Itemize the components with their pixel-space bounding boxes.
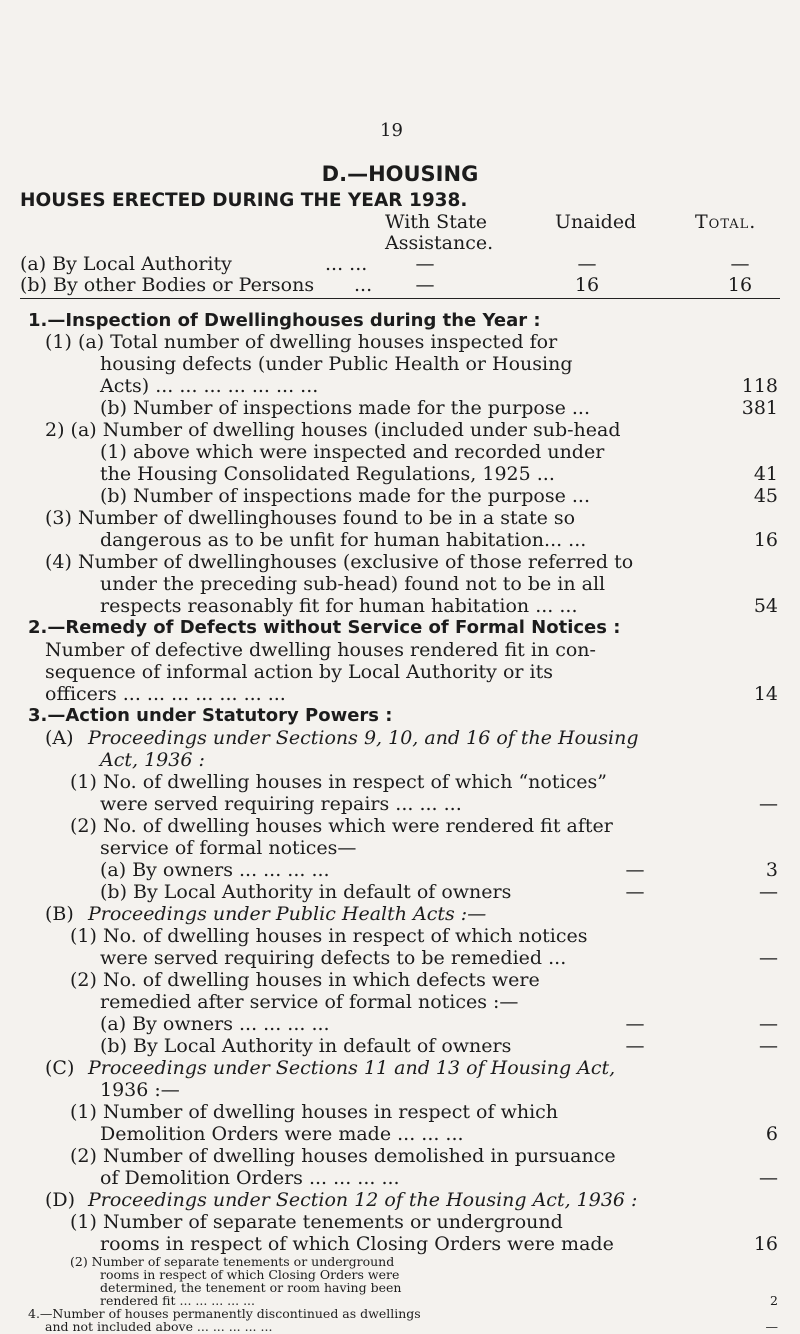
item-value: 41: [753, 463, 778, 485]
subsection-heading: Act, 1936 :: [100, 749, 205, 771]
item-mid-value: —: [625, 1035, 645, 1057]
item-text: housing defects (under Public Health or Housing: [100, 353, 573, 375]
item-value: 16: [753, 529, 778, 551]
item-text: were served requiring defects to be remedied ...: [100, 947, 567, 969]
item-text: (1) Number of separate tenements or underground: [70, 1211, 563, 1233]
item-value: —: [759, 793, 778, 815]
item-text: (b) By Local Authority in default of owners: [100, 1035, 512, 1057]
subsection-label: (D): [45, 1189, 76, 1211]
item-text: (1) above which were inspected and recorded under: [100, 441, 605, 463]
item-text: rendered fit ... ... ... ... ...: [100, 1293, 255, 1308]
item-text: rooms in respect of which Closing Orders were: [100, 1267, 400, 1282]
item-text: (2) No. of dwelling houses which were rendered fit after: [70, 815, 613, 837]
col-header-unaided: Unaided: [555, 211, 637, 233]
section-1-heading: 1.—Inspection of Dwellinghouses during the Year :: [28, 310, 541, 331]
row-total-value: —: [730, 253, 750, 275]
subsection-heading: Proceedings under Sections 11 and 13 of Housing Act,: [88, 1057, 616, 1079]
item-value: 14: [753, 683, 778, 705]
subsection-heading: Proceedings under Public Health Acts :—: [88, 903, 487, 925]
subsection-heading: 1936 :—: [100, 1079, 180, 1101]
row-unaided-value: —: [577, 253, 597, 275]
subsection-heading: Proceedings under Section 12 of the Housing Act, 1936 :: [88, 1189, 638, 1211]
item-text: (b) Number of inspections made for the purpose ...: [100, 485, 591, 507]
divider-rule: [20, 298, 780, 299]
item-value: 6: [765, 1123, 778, 1145]
col-header-state: With State: [385, 211, 488, 233]
row-label: (b) By other Bodies or Persons: [20, 274, 315, 296]
item-value: —: [759, 1013, 778, 1035]
item-text: (1) No. of dwelling houses in respect of which notices: [70, 925, 588, 947]
row-state-value: —: [415, 253, 435, 275]
item-value: 16: [753, 1233, 778, 1255]
item-text: remedied after service of formal notices :—: [100, 991, 519, 1013]
item-value: —: [759, 881, 778, 903]
row-total-value: 16: [727, 274, 753, 296]
item-text: Number of defective dwelling houses rendered fit in con-: [45, 639, 596, 661]
row-unaided-value: 16: [574, 274, 600, 296]
item-text: (2) Number of separate tenements or underground: [70, 1254, 395, 1269]
row-state-value: —: [415, 274, 435, 296]
subsection-label: (A): [45, 727, 74, 749]
item-text: (2) Number of dwelling houses demolished in pursuance: [70, 1145, 616, 1167]
row-label: (a) By Local Authority: [20, 253, 232, 275]
item-mid-value: —: [625, 1013, 645, 1035]
subsection-label: (B): [45, 903, 74, 925]
item-text: (2) No. of dwelling houses in which defects were: [70, 969, 540, 991]
col-header-state-2: Assistance.: [385, 232, 494, 254]
item-text: Demolition Orders were made ... ... ...: [100, 1123, 464, 1145]
subsection-label: (C): [45, 1057, 75, 1079]
item-mid-value: —: [625, 859, 645, 881]
item-text: (a) By owners ... ... ... ...: [100, 1013, 330, 1035]
item-text: Acts) ... ... ... ... ... ... ...: [100, 375, 319, 397]
item-text: rooms in respect of which Closing Orders were made: [100, 1233, 614, 1255]
item-text: sequence of informal action by Local Authority or its: [45, 661, 553, 683]
item-value: —: [759, 1035, 778, 1057]
item-text: were served requiring repairs ... ... ...: [100, 793, 462, 815]
item-text: under the preceding sub-head) found not to be in all: [100, 573, 606, 595]
section-4-text: and not included above ... ... ... ... ...: [45, 1319, 273, 1334]
section-3-heading: 3.—Action under Statutory Powers :: [28, 705, 393, 726]
page-number: 19: [380, 120, 403, 141]
item-text: (b) Number of inspections made for the purpose ...: [100, 397, 591, 419]
item-value: —: [765, 1319, 778, 1334]
item-value: 3: [765, 859, 778, 881]
item-value: —: [759, 947, 778, 969]
item-value: 2: [770, 1293, 778, 1308]
item-text: officers ... ... ... ... ... ... ...: [45, 683, 286, 705]
item-text: service of formal notices—: [100, 837, 357, 859]
item-text: 2) (a) Number of dwelling houses (included under sub-head: [45, 419, 621, 441]
item-text: (3) Number of dwellinghouses found to be in a state so: [45, 507, 576, 529]
item-text: (4) Number of dwellinghouses (exclusive of those referred to: [45, 551, 634, 573]
row-leader: ...: [354, 274, 373, 296]
col-header-total: Total.: [695, 211, 757, 233]
item-text: (1) No. of dwelling houses in respect of which “notices”: [70, 771, 607, 793]
item-value: 54: [753, 595, 778, 617]
section-2-heading: 2.—Remedy of Defects without Service of Formal Notices :: [28, 617, 621, 638]
item-mid-value: —: [625, 881, 645, 903]
item-text: (1) Number of dwelling houses in respect of which: [70, 1101, 559, 1123]
item-text: dangerous as to be unfit for human habitation... ...: [100, 529, 587, 551]
item-text: (1) (a) Total number of dwelling houses inspected for: [45, 331, 558, 353]
item-value: 381: [741, 397, 778, 419]
section-title: D.—HOUSING: [321, 162, 479, 186]
item-text: respects reasonably fit for human habitation ... ...: [100, 595, 578, 617]
houses-heading: HOUSES ERECTED DURING THE YEAR 1938.: [20, 190, 468, 211]
item-text: determined, the tenement or room having been: [100, 1280, 402, 1295]
item-value: —: [759, 1167, 778, 1189]
item-text: the Housing Consolidated Regulations, 1925 ...: [100, 463, 555, 485]
subsection-heading: Proceedings under Sections 9, 10, and 16 of the Housing: [88, 727, 639, 749]
item-value: 118: [741, 375, 778, 397]
item-value: 45: [753, 485, 778, 507]
item-text: (b) By Local Authority in default of owners: [100, 881, 512, 903]
row-leader: ... ...: [325, 253, 368, 275]
item-text: of Demolition Orders ... ... ... ...: [100, 1167, 400, 1189]
item-text: (a) By owners ... ... ... ...: [100, 859, 330, 881]
section-4-text: 4.—Number of houses permanently discontinued as dwellings: [28, 1306, 421, 1321]
